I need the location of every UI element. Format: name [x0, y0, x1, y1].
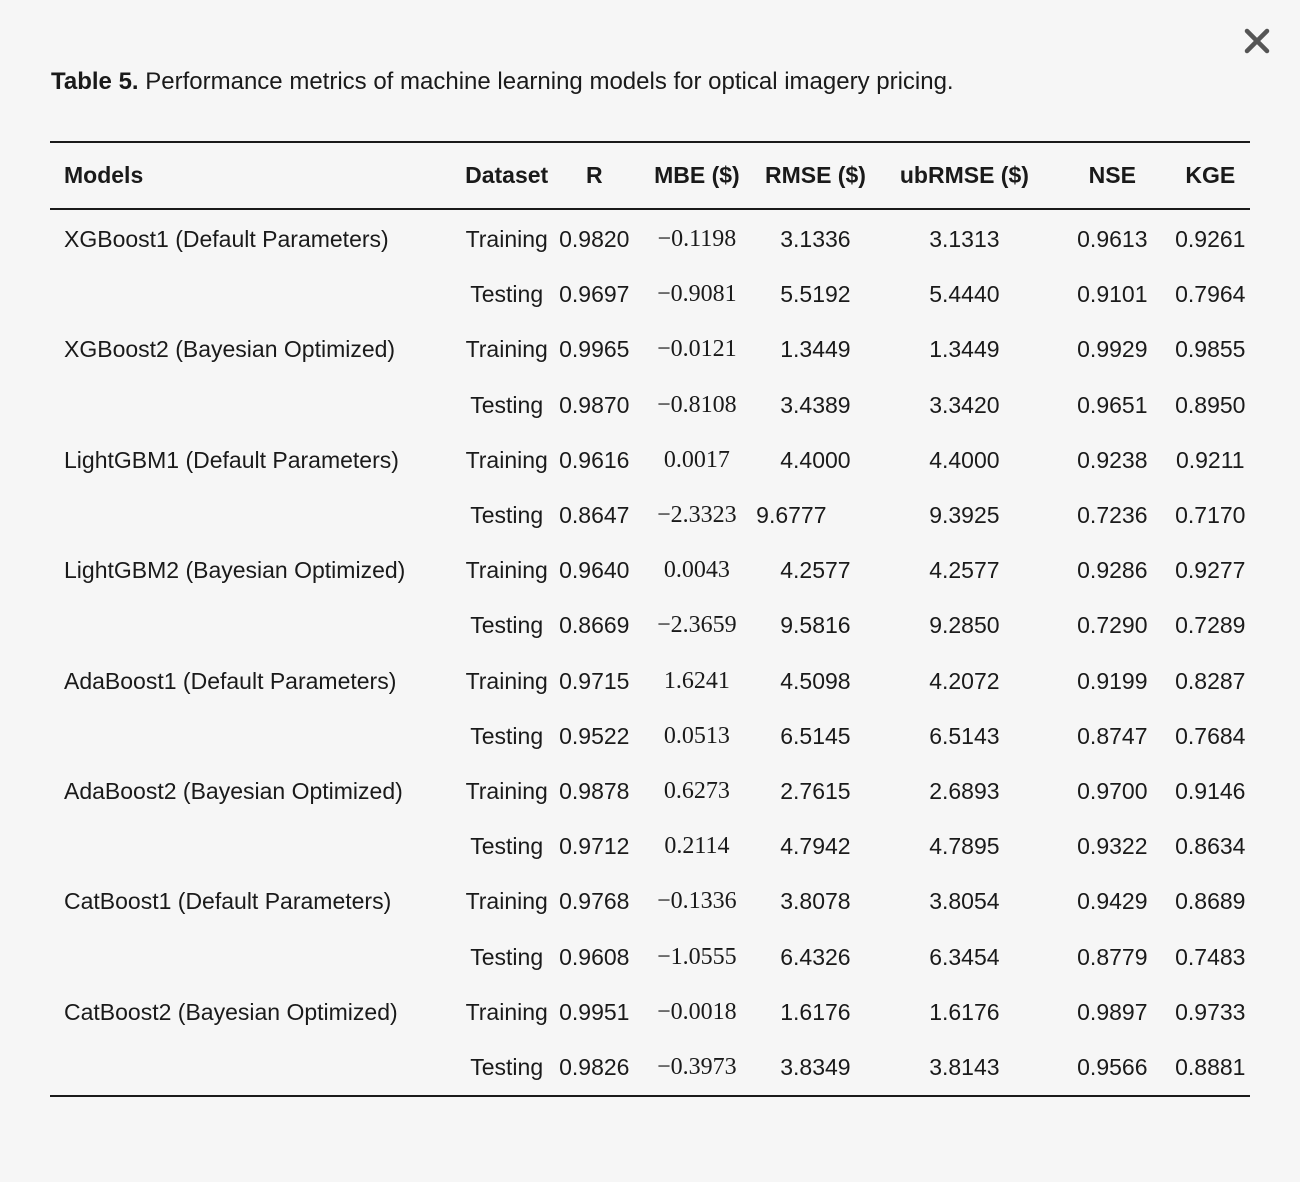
mbe-cell: −0.1336: [657, 888, 737, 915]
dataset-cell: Testing: [470, 612, 544, 639]
r-cell: 0.9820: [559, 226, 630, 253]
model-cell: [50, 929, 462, 984]
nse-cell: 0.9101: [1077, 281, 1148, 308]
kge-cell: 0.7289: [1175, 612, 1246, 639]
kge-cell: 0.8950: [1175, 391, 1246, 418]
dataset-cell: Testing: [470, 502, 544, 529]
r-cell: 0.9522: [559, 722, 630, 749]
r-cell: 0.9965: [559, 336, 630, 363]
nse-cell: 0.9429: [1077, 888, 1148, 915]
mbe-cell: 0.0513: [663, 722, 730, 749]
nse-cell: 0.9238: [1077, 446, 1148, 473]
header-kge: KGE: [1185, 162, 1236, 188]
dataset-cell: Testing: [470, 943, 544, 970]
kge-cell: 0.9855: [1175, 336, 1246, 363]
model-cell: [50, 488, 462, 543]
kge-cell: 0.9211: [1175, 446, 1245, 473]
ubrmse-cell: 3.8054: [929, 888, 1000, 915]
mbe-cell: 0.2114: [664, 833, 730, 860]
nse-cell: 0.9286: [1077, 557, 1148, 584]
table-row: [50, 598, 1250, 653]
nse-cell: 0.9700: [1077, 777, 1148, 804]
table-row: [50, 985, 1250, 1040]
dataset-cell: Training: [465, 998, 548, 1025]
table-row: [50, 819, 1250, 874]
rmse-cell: 1.3449: [780, 336, 851, 363]
r-cell: 0.9640: [559, 557, 630, 584]
kge-cell: 0.8881: [1175, 1053, 1246, 1080]
header-rmse: RMSE ($): [764, 162, 866, 188]
dataset-cell: Testing: [470, 1053, 544, 1080]
table-row: [50, 1040, 1250, 1096]
ubrmse-cell: 6.3454: [929, 943, 1000, 970]
r-cell: 0.9878: [559, 777, 630, 804]
model-cell: LightGBM2 (Bayesian Optimized): [64, 557, 406, 584]
rmse-cell: 9.5816: [780, 612, 851, 639]
header-models: Models: [64, 162, 144, 188]
ubrmse-cell: 4.4000: [929, 446, 1000, 473]
dataset-cell: Training: [465, 777, 548, 804]
kge-cell: 0.9146: [1175, 777, 1246, 804]
header-row: [50, 142, 1250, 209]
dataset-cell: Testing: [470, 722, 544, 749]
kge-cell: 0.7684: [1175, 722, 1246, 749]
kge-cell: 0.9277: [1175, 557, 1246, 584]
mbe-cell: −2.3659: [657, 612, 737, 639]
ubrmse-cell: 4.2577: [929, 557, 1000, 584]
rmse-cell: 4.4000: [780, 446, 851, 473]
rmse-cell: 3.8349: [780, 1053, 851, 1080]
dataset-cell: Training: [465, 336, 548, 363]
header-r: R: [586, 162, 603, 188]
table-row: [50, 433, 1250, 488]
table-row: [50, 378, 1250, 433]
r-cell: 0.9951: [559, 998, 630, 1025]
table-row: [50, 209, 1250, 267]
kge-cell: 0.8689: [1175, 888, 1246, 915]
nse-cell: 0.7236: [1077, 502, 1148, 529]
nse-cell: 0.9322: [1077, 833, 1148, 860]
rmse-cell: 4.7942: [780, 833, 851, 860]
model-cell: [50, 819, 462, 874]
model-cell: [50, 709, 462, 764]
ubrmse-cell: 1.3449: [929, 336, 1000, 363]
kge-cell: 0.9261: [1175, 226, 1246, 253]
ubrmse-cell: 3.1313: [929, 226, 1000, 253]
mbe-cell: −0.0121: [657, 336, 737, 363]
ubrmse-cell: 4.2072: [929, 667, 1000, 694]
model-cell: CatBoost2 (Bayesian Optimized): [64, 998, 398, 1025]
model-cell: AdaBoost2 (Bayesian Optimized): [64, 777, 403, 804]
r-cell: 0.9715: [559, 667, 630, 694]
mbe-cell: −2.3323: [657, 502, 737, 529]
nse-cell: 0.9613: [1077, 226, 1148, 253]
nse-cell: 0.7290: [1077, 612, 1148, 639]
r-cell: 0.9697: [559, 281, 630, 308]
r-cell: 0.9608: [559, 943, 630, 970]
ubrmse-cell: 5.4440: [929, 281, 1000, 308]
kge-cell: 0.8287: [1175, 667, 1246, 694]
header-dataset: Dataset: [465, 162, 549, 188]
r-cell: 0.9826: [559, 1053, 630, 1080]
ubrmse-cell: 1.6176: [929, 998, 1000, 1025]
dataset-cell: Training: [465, 226, 548, 253]
rmse-cell: 9.6777: [756, 502, 827, 529]
r-cell: 0.9768: [559, 888, 630, 915]
rmse-cell: 4.2577: [780, 557, 851, 584]
nse-cell: 0.9651: [1077, 391, 1148, 418]
kge-cell: 0.7170: [1175, 502, 1246, 529]
model-cell: CatBoost1 (Default Parameters): [64, 888, 392, 915]
header-mbe: MBE ($): [654, 162, 740, 188]
rmse-cell: 4.5098: [780, 667, 851, 694]
table-row: [50, 874, 1250, 929]
mbe-cell: −0.3973: [657, 1053, 737, 1080]
r-cell: 0.8647: [559, 502, 630, 529]
table-row: [50, 488, 1250, 543]
model-cell: XGBoost1 (Default Parameters): [64, 226, 389, 253]
mbe-cell: 1.6241: [663, 667, 730, 694]
mbe-cell: 0.0017: [663, 446, 730, 473]
nse-cell: 0.9929: [1077, 336, 1148, 363]
r-cell: 0.9870: [559, 391, 630, 418]
nse-cell: 0.9199: [1077, 667, 1148, 694]
caption-text: Performance metrics of machine learning models for optical imagery pricing.: [138, 68, 954, 95]
model-cell: [50, 378, 462, 433]
nse-cell: 0.9566: [1077, 1053, 1148, 1080]
table-row: [50, 709, 1250, 764]
table-row: [50, 654, 1250, 709]
dataset-cell: Testing: [470, 391, 544, 418]
dataset-cell: Testing: [470, 281, 544, 308]
nse-cell: 0.8779: [1077, 943, 1148, 970]
kge-cell: 0.7964: [1175, 281, 1246, 308]
ubrmse-cell: 3.8143: [929, 1053, 1000, 1080]
close-icon: [1240, 24, 1274, 58]
ubrmse-cell: 6.5143: [929, 722, 1000, 749]
mbe-cell: −0.0018: [657, 998, 737, 1025]
caption-label: Table 5.: [51, 68, 139, 95]
r-cell: 0.9616: [559, 446, 630, 473]
kge-cell: 0.7483: [1175, 943, 1246, 970]
rmse-cell: 6.4326: [780, 943, 851, 970]
rmse-cell: 3.8078: [780, 888, 851, 915]
ubrmse-cell: 9.3925: [929, 502, 1000, 529]
dataset-cell: Training: [465, 557, 548, 584]
mbe-cell: −0.9081: [657, 281, 737, 308]
dataset-cell: Training: [465, 667, 548, 694]
model-cell: [50, 598, 462, 653]
table-row: [50, 543, 1250, 598]
mbe-cell: −1.0555: [657, 943, 737, 970]
ubrmse-cell: 3.3420: [929, 391, 1000, 418]
mbe-cell: −0.1198: [657, 226, 737, 253]
kge-cell: 0.8634: [1175, 833, 1246, 860]
model-cell: XGBoost2 (Bayesian Optimized): [64, 336, 396, 363]
mbe-cell: 0.0043: [663, 557, 730, 584]
table-body: [50, 209, 1250, 1096]
rmse-cell: 5.5192: [780, 281, 851, 308]
r-cell: 0.8669: [559, 612, 630, 639]
header-ubrmse: ubRMSE ($): [899, 162, 1029, 188]
nse-cell: 0.9897: [1077, 998, 1148, 1025]
metrics-table-container: [50, 141, 1250, 1097]
ubrmse-cell: 9.2850: [929, 612, 1000, 639]
table-row: [50, 764, 1250, 819]
table-caption: [51, 66, 954, 98]
rmse-cell: 6.5145: [780, 722, 851, 749]
rmse-cell: 1.6176: [780, 998, 851, 1025]
model-cell: AdaBoost1 (Default Parameters): [64, 667, 397, 694]
close-button[interactable]: [1240, 24, 1274, 58]
model-cell: [50, 267, 462, 322]
dataset-cell: Training: [465, 446, 548, 473]
model-cell: [50, 1040, 462, 1096]
ubrmse-cell: 2.6893: [929, 777, 1000, 804]
model-cell: LightGBM1 (Default Parameters): [64, 446, 399, 473]
rmse-cell: 3.4389: [780, 391, 851, 418]
nse-cell: 0.8747: [1077, 722, 1148, 749]
metrics-table: [50, 141, 1250, 1097]
dataset-cell: Testing: [470, 833, 544, 860]
rmse-cell: 3.1336: [780, 226, 851, 253]
table-row: [50, 267, 1250, 322]
mbe-cell: −0.8108: [657, 391, 737, 418]
dataset-cell: Training: [465, 888, 548, 915]
table-header: [50, 142, 1250, 209]
rmse-cell: 2.7615: [780, 777, 851, 804]
table-row: [50, 929, 1250, 984]
kge-cell: 0.9733: [1175, 998, 1246, 1025]
header-nse: NSE: [1088, 162, 1136, 188]
mbe-cell: 0.6273: [663, 777, 730, 804]
table-row: [50, 322, 1250, 377]
r-cell: 0.9712: [559, 833, 630, 860]
ubrmse-cell: 4.7895: [929, 833, 1000, 860]
